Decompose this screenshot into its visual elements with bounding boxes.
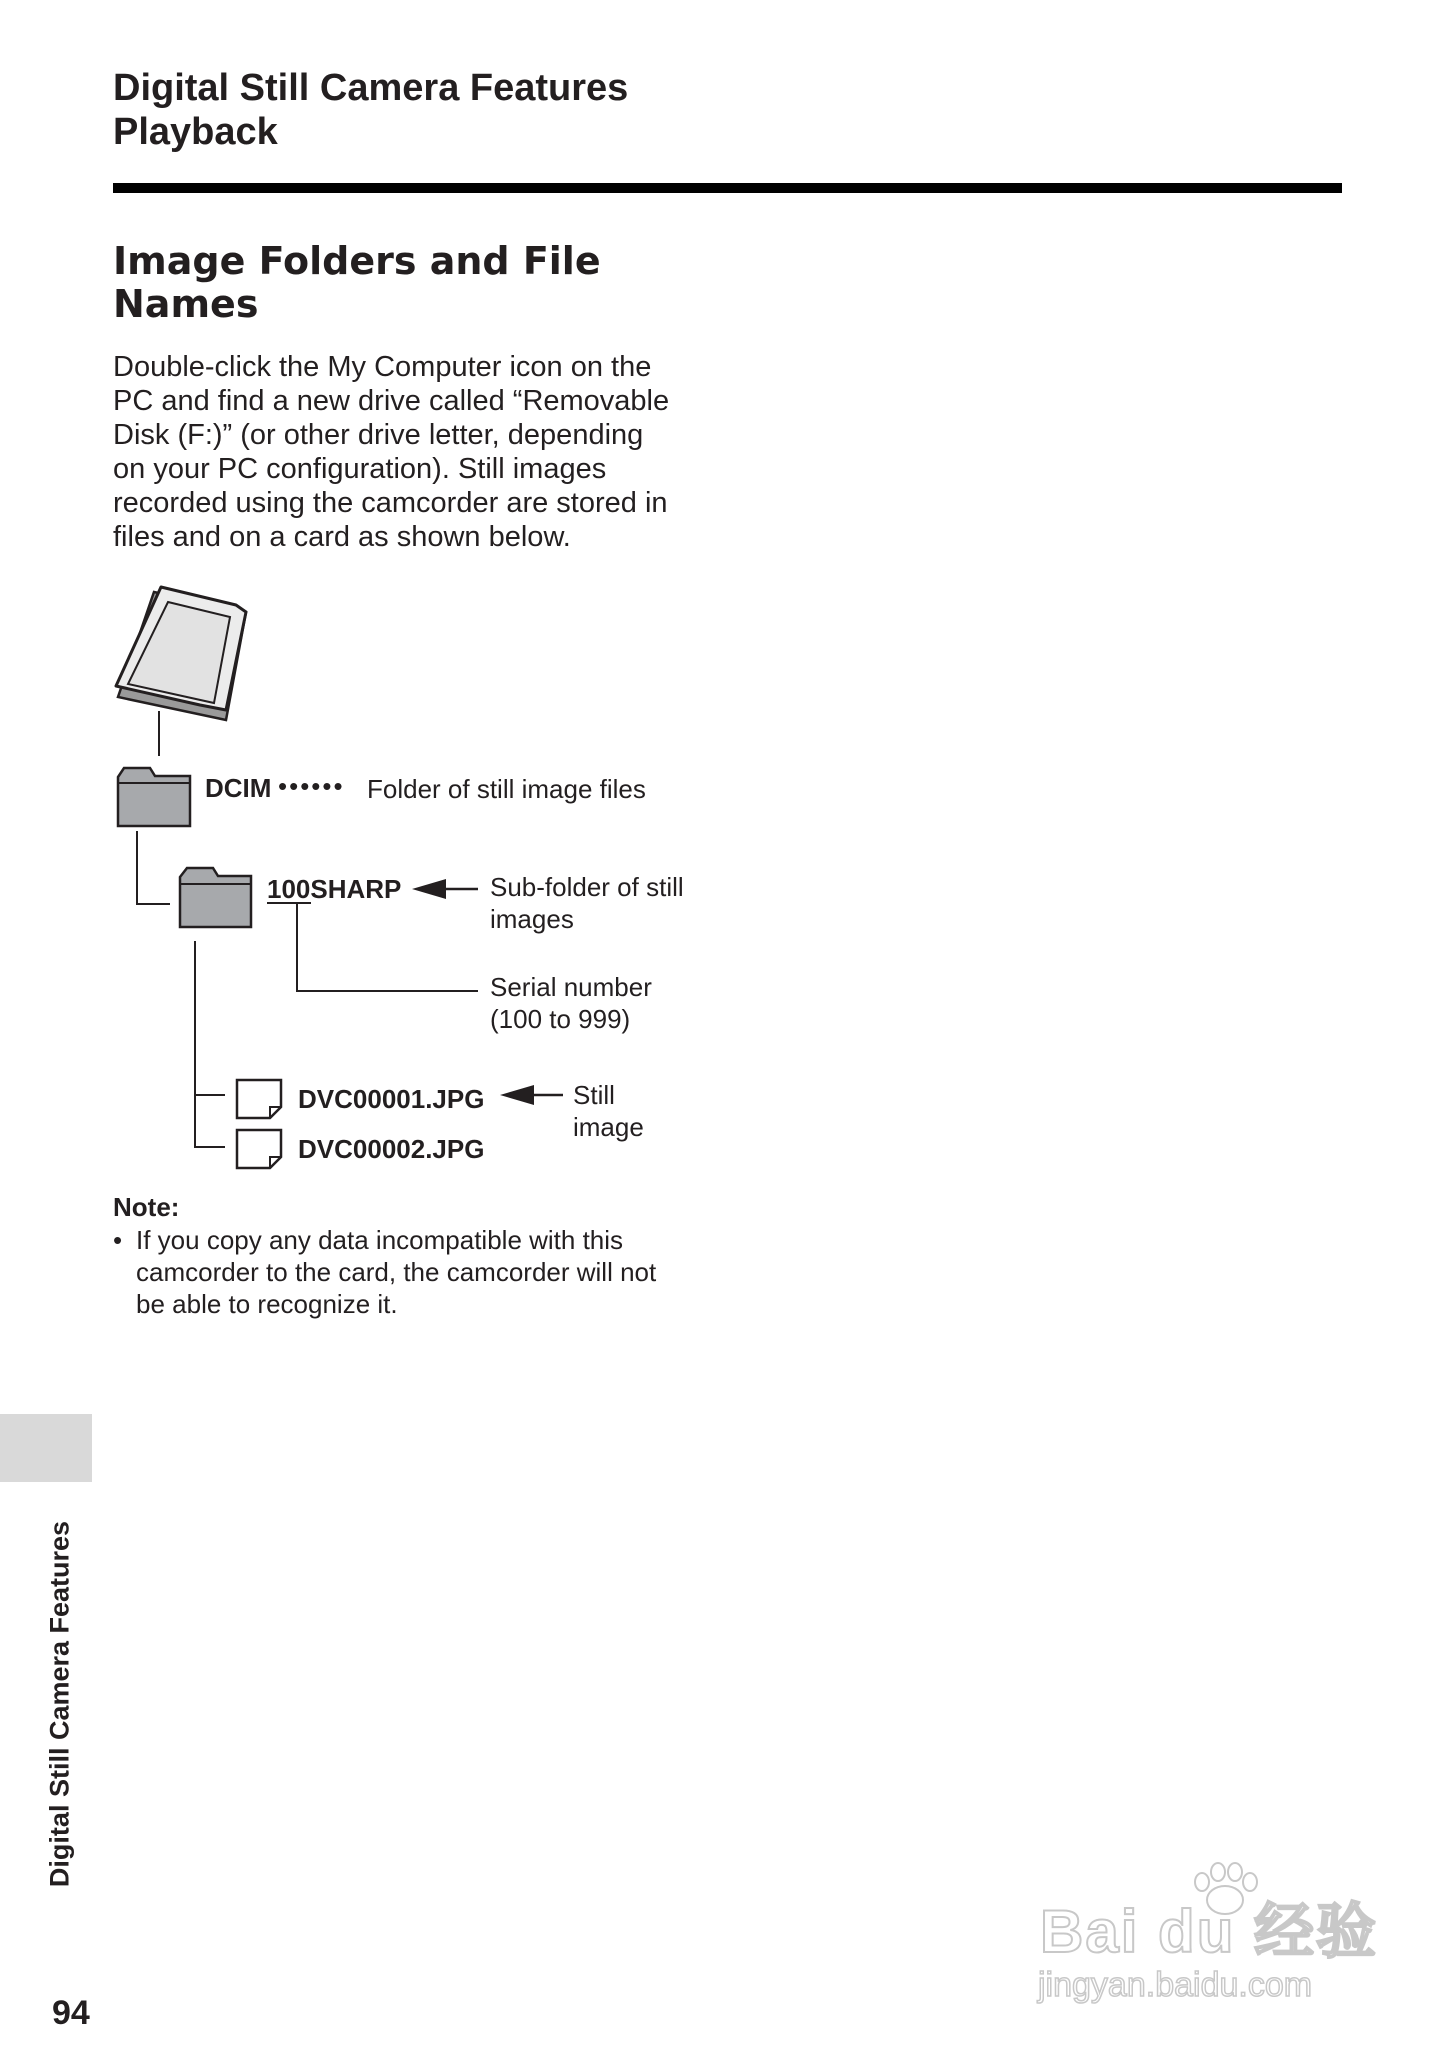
page-number: 94 (52, 1994, 90, 2032)
dcim-connector-line (137, 831, 170, 904)
note-line: camcorder to the card, the camcorder will not (136, 1257, 657, 1287)
chapter-title: Digital Still Camera Features (113, 67, 629, 109)
watermark-logo-text: Bai du 经验 (1040, 1898, 1379, 1965)
serial-description-line: Serial number (490, 972, 652, 1002)
file-label: DVC00001.JPG (298, 1084, 485, 1114)
side-tab-marker (0, 1414, 92, 1482)
body-line: recorded using the camcorder are stored in (113, 487, 668, 519)
file-label: DVC00002.JPG (298, 1134, 485, 1164)
dcim-folder-label: DCIM (205, 773, 272, 803)
serial-leader-line (297, 903, 478, 991)
note-list (113, 1224, 753, 1320)
serial-description-line: (100 to 999) (490, 1004, 631, 1034)
memory-card-icon (116, 587, 246, 720)
note-item (113, 1224, 753, 1320)
subfolder-icon (180, 868, 251, 927)
body-line: PC and find a new drive called “Removable (113, 385, 670, 417)
body-line: on your PC configuration). Still images (113, 453, 607, 485)
subfolder-arrow-icon (412, 879, 478, 899)
watermark-url: jingyan.baidu.com (1038, 1966, 1313, 2004)
file-icon (237, 1080, 281, 1118)
subfolder-connector-line (195, 941, 225, 1147)
side-chapter-label: Digital Still Camera Features (44, 1520, 75, 1888)
body-line: Double-click the My Computer icon on the (113, 351, 652, 383)
file-description-line: image (573, 1112, 644, 1142)
subfolder-description-line: Sub-folder of still (490, 872, 684, 902)
dcim-description: Folder of still image files (367, 774, 646, 804)
dcim-folder-icon (118, 768, 190, 826)
chapter-subtitle: Playback (113, 111, 278, 153)
bullet-icon: • (113, 1225, 123, 1255)
note-line: If you copy any data incompatible with this (136, 1225, 624, 1255)
file-icon (237, 1130, 281, 1168)
file-description-line: Still (573, 1080, 615, 1110)
file-arrow-icon (500, 1085, 563, 1105)
note-line: be able to recognize it. (136, 1289, 398, 1319)
serial-description (490, 971, 652, 1035)
subfolder-description-line: images (490, 904, 574, 934)
section-title-line: Names (113, 282, 259, 326)
body-line: files and on a card as shown below. (113, 521, 571, 553)
subfolder-description (490, 871, 684, 935)
file-description (573, 1079, 644, 1143)
note-title: Note: (113, 1192, 180, 1222)
body-line: Disk (F:)” (or other drive letter, depending (113, 419, 644, 451)
dcim-leader-dots: •••••• (278, 771, 345, 801)
section-title-line: Image Folders and File (113, 239, 601, 283)
subfolder-label: 100SHARP (267, 874, 402, 904)
